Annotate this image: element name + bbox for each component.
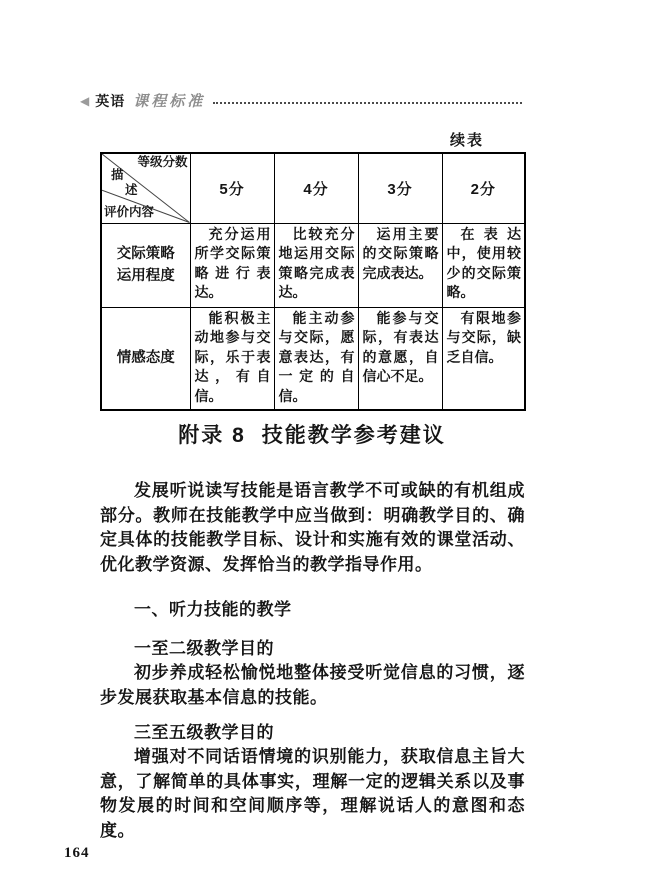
corner-label-content: 评价内容 xyxy=(104,204,155,219)
scoring-rubric-table xyxy=(100,152,526,411)
rubric-cell: 能主动参与交际，愿意表达，有一定的自信。 xyxy=(274,307,358,410)
section-heading-listening: 一、听力技能的教学 xyxy=(134,600,292,619)
column-header-3: 3分 xyxy=(358,153,442,223)
table-row xyxy=(101,223,525,307)
table-header-row xyxy=(101,153,525,223)
intro-paragraph: 发展听说读写技能是语言教学不可或缺的有机组成部分。教师在技能教学中应当做到：明确教学目的、确定具体的技能教学目标、设计和实施有效的课堂活动、优化教学资源、发挥恰当的教学指导作用。 xyxy=(100,481,525,574)
header-book-label: 英语 xyxy=(95,92,126,109)
rubric-cell: 能参与交际，有表达的意愿，自信心不足。 xyxy=(358,307,442,410)
table-continued-label: 续表 xyxy=(450,132,485,149)
table-corner-cell xyxy=(101,153,190,223)
appendix-title-text: 技能教学参考建议 xyxy=(261,424,446,447)
table-row xyxy=(101,307,525,410)
rubric-cell: 比较充分地运用交际策略完成表达。 xyxy=(274,223,358,307)
column-header-5: 5分 xyxy=(190,153,274,223)
appendix-body xyxy=(100,479,525,843)
corner-label-describe-1: 描 xyxy=(111,168,124,182)
paragraph-level-3-5: 增强对不同话语情境的识别能力，获取信息主旨大意，了解简单的具体事实，理解一定的逻辑关系以及事物发展的时间和空间顺序等，理解说话人的意图和态度。 xyxy=(100,747,525,840)
page-number: 164 xyxy=(64,845,90,861)
header-dotted-rule xyxy=(213,102,522,104)
paragraph-level-1-2: 初步养成轻松愉悦地整体接受听觉信息的习惯，逐步发展获取基本信息的技能。 xyxy=(100,663,525,707)
row-header-strategy: 交际策略运用程度 xyxy=(101,223,190,307)
corner-label-score: 等级分数 xyxy=(137,155,188,169)
rubric-cell: 能积极主动地参与交际，乐于表达，有自信。 xyxy=(190,307,274,410)
rubric-cell: 有限地参与交际，缺乏自信。 xyxy=(442,307,525,410)
column-header-2: 2分 xyxy=(442,153,525,223)
corner-label-describe-2: 述 xyxy=(125,183,138,197)
column-header-4: 4分 xyxy=(274,153,358,223)
subsection-heading-level-3-5: 三至五级教学目的 xyxy=(134,723,274,742)
running-header xyxy=(80,90,522,111)
rubric-cell: 在表达中，使用较少的交际策略。 xyxy=(442,223,525,307)
rubric-cell: 充分运用所学交际策略进行表达。 xyxy=(190,223,274,307)
row-header-attitude: 情感态度 xyxy=(101,307,190,410)
rubric-cell: 运用主要的交际策略完成表达。 xyxy=(358,223,442,307)
appendix-title-number: 附录 8 xyxy=(178,424,246,447)
header-series-label: 课程标准 xyxy=(133,94,206,110)
subsection-heading-level-1-2: 一至二级教学目的 xyxy=(134,639,274,658)
appendix-title xyxy=(100,419,524,449)
left-triangle-icon: ◀ xyxy=(80,93,90,108)
